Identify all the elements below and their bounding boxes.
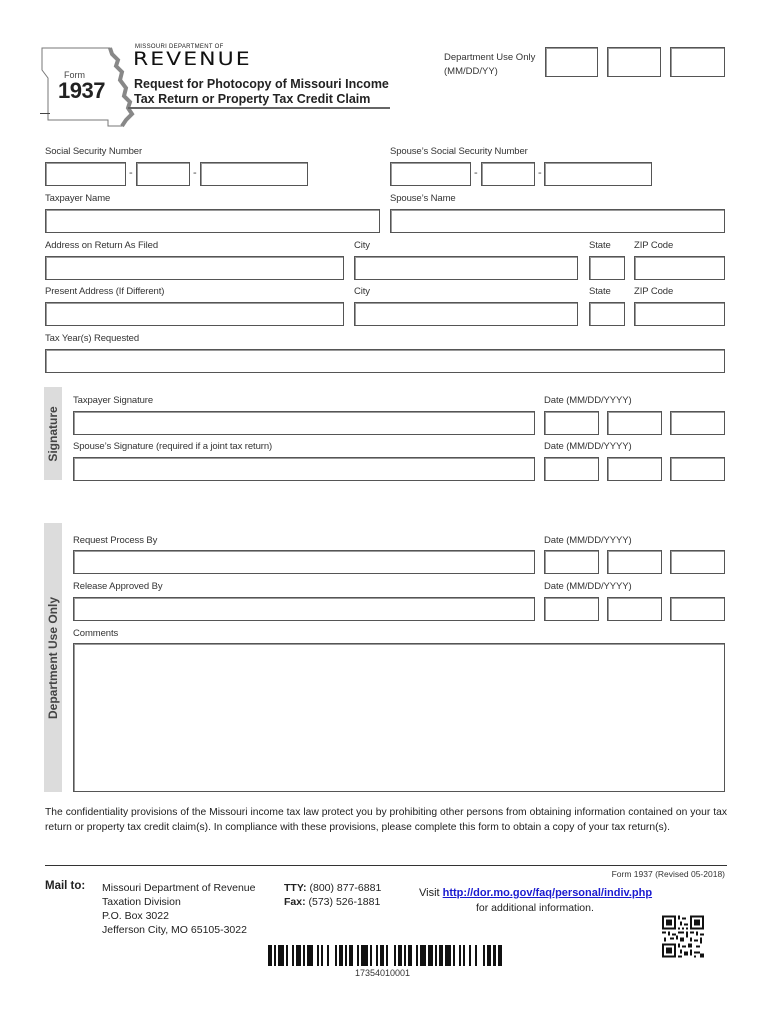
- mailing-address: [102, 881, 256, 937]
- taxpayer-name-field[interactable]: [45, 209, 380, 233]
- address-line: P.O. Box 3022: [102, 910, 169, 922]
- city-field[interactable]: [354, 256, 578, 280]
- release-approved-field[interactable]: [73, 597, 535, 621]
- address-line: Taxation Division: [102, 896, 181, 908]
- zip-label: ZIP Code: [634, 240, 674, 251]
- dept-use-date-label: [444, 51, 535, 79]
- signature-section-label: Signature: [46, 405, 60, 462]
- ssn-dash: -: [193, 167, 197, 179]
- zip-field[interactable]: [634, 256, 725, 280]
- department-section-label: Department Use Only: [46, 596, 60, 719]
- release-date-label: Date (MM/DD/YYYY): [544, 581, 632, 592]
- confidentiality-notice: The confidentiality provisions of the Missouri income tax law protect you by prohibiting other persons from obtaining information contained on your tax return or property tax credit claim(s). In compliance with these provisions, please complete this form to obtain a copy of your tax return(s).: [45, 807, 727, 833]
- additional-info-text: for additional information.: [476, 902, 594, 914]
- city-label: City: [354, 240, 370, 251]
- form-number: 1937: [58, 78, 105, 103]
- barcode-icon: [268, 945, 502, 966]
- present-address-field[interactable]: [45, 302, 344, 326]
- spouse-ssn-label: Spouse’s Social Security Number: [390, 146, 528, 157]
- ssn-dash: -: [129, 167, 133, 179]
- form-revision: Form 1937 (Revised 05-2018): [611, 869, 725, 879]
- address-label: Address on Return As Filed: [45, 240, 159, 251]
- state-label: State: [589, 240, 611, 251]
- form-title-line2: Tax Return or Property Tax Credit Claim: [134, 92, 371, 106]
- barcode-number: 17354010001: [355, 968, 411, 978]
- release-approved-label: Release Approved By: [73, 581, 163, 592]
- spouse-ssn-part2-field[interactable]: [481, 162, 535, 186]
- release-date-month-field[interactable]: [544, 597, 599, 621]
- tty-line: [284, 881, 381, 895]
- dept-use-year-field[interactable]: [670, 47, 725, 77]
- request-process-field[interactable]: [73, 550, 535, 574]
- map-tick: [40, 113, 50, 114]
- present-zip-label: ZIP Code: [634, 286, 674, 297]
- request-date-year-field[interactable]: [670, 550, 725, 574]
- taxpayer-date-label: Date (MM/DD/YYYY): [544, 395, 632, 406]
- comments-label: Comments: [73, 628, 119, 639]
- release-date-year-field[interactable]: [670, 597, 725, 621]
- request-date-day-field[interactable]: [607, 550, 662, 574]
- request-date-label: Date (MM/DD/YYYY): [544, 535, 632, 546]
- dept-use-label: Department Use Only: [444, 52, 536, 63]
- agency-small-name: MISSOURI DEPARTMENT OF: [135, 44, 224, 50]
- fax-label: Fax:: [284, 896, 306, 908]
- tty-number: (800) 877-6881: [306, 882, 382, 894]
- ssn-part3-field[interactable]: [200, 162, 308, 186]
- address-line: Jefferson City, MO 65105-3022: [102, 924, 247, 936]
- spouse-date-day-field[interactable]: [607, 457, 662, 481]
- form-word: Form: [64, 70, 85, 80]
- spouse-date-year-field[interactable]: [670, 457, 725, 481]
- present-state-field[interactable]: [589, 302, 625, 326]
- dept-use-day-field[interactable]: [607, 47, 661, 77]
- ssn-dash: -: [474, 167, 478, 179]
- faq-link[interactable]: http://dor.mo.gov/faq/personal/indiv.php: [442, 887, 653, 899]
- spouse-ssn-part1-field[interactable]: [390, 162, 471, 186]
- spouse-signature-label: Spouse’s Signature (required if a joint tax return): [73, 441, 273, 452]
- spouse-date-month-field[interactable]: [544, 457, 599, 481]
- address-line: Missouri Department of Revenue: [102, 882, 256, 894]
- tax-years-label: Tax Year(s) Requested: [45, 333, 140, 344]
- spouse-date-label: Date (MM/DD/YYYY): [544, 441, 632, 452]
- request-date-month-field[interactable]: [544, 550, 599, 574]
- state-field[interactable]: [589, 256, 625, 280]
- visit-prefix: Visit: [419, 887, 443, 899]
- present-zip-field[interactable]: [634, 302, 725, 326]
- present-address-label: Present Address (If Different): [45, 286, 165, 297]
- visit-line: [419, 887, 652, 899]
- taxpayer-signature-label: Taxpayer Signature: [73, 395, 154, 406]
- ssn-label: Social Security Number: [45, 146, 143, 157]
- form-title-line1: Request for Photocopy of Missouri Income: [134, 77, 389, 91]
- taxpayer-name-label: Taxpayer Name: [45, 193, 111, 204]
- spouse-ssn-part3-field[interactable]: [544, 162, 652, 186]
- spouse-name-field[interactable]: [390, 209, 725, 233]
- qr-code-icon: [662, 915, 704, 958]
- footer-divider: [45, 865, 727, 866]
- ssn-part1-field[interactable]: [45, 162, 126, 186]
- request-process-label: Request Process By: [73, 535, 158, 546]
- ssn-dash: -: [538, 167, 542, 179]
- address-field[interactable]: [45, 256, 344, 280]
- fax-line: [284, 895, 381, 909]
- present-city-field[interactable]: [354, 302, 578, 326]
- spouse-name-label: Spouse’s Name: [390, 193, 456, 204]
- taxpayer-date-day-field[interactable]: [607, 411, 662, 435]
- ssn-part2-field[interactable]: [136, 162, 190, 186]
- fax-number: (573) 526-1881: [305, 896, 381, 908]
- agency-logo: REVENUE: [133, 49, 252, 71]
- release-date-day-field[interactable]: [607, 597, 662, 621]
- present-state-label: State: [589, 286, 611, 297]
- comments-field[interactable]: [73, 643, 725, 792]
- barcode-bar: [498, 945, 502, 966]
- present-city-label: City: [354, 286, 370, 297]
- taxpayer-signature-field[interactable]: [73, 411, 535, 435]
- title-underline: [128, 107, 390, 109]
- contact-numbers: [284, 881, 381, 909]
- taxpayer-date-year-field[interactable]: [670, 411, 725, 435]
- mail-to-label: Mail to:: [45, 880, 86, 892]
- taxpayer-date-month-field[interactable]: [544, 411, 599, 435]
- tax-years-field[interactable]: [45, 349, 725, 373]
- tty-label: TTY:: [284, 882, 307, 894]
- department-section-tab: [44, 523, 62, 792]
- dept-use-month-field[interactable]: [545, 47, 598, 77]
- spouse-signature-field[interactable]: [73, 457, 535, 481]
- signature-section-tab: [44, 387, 62, 480]
- dept-use-format: (MM/DD/YY): [444, 66, 498, 77]
